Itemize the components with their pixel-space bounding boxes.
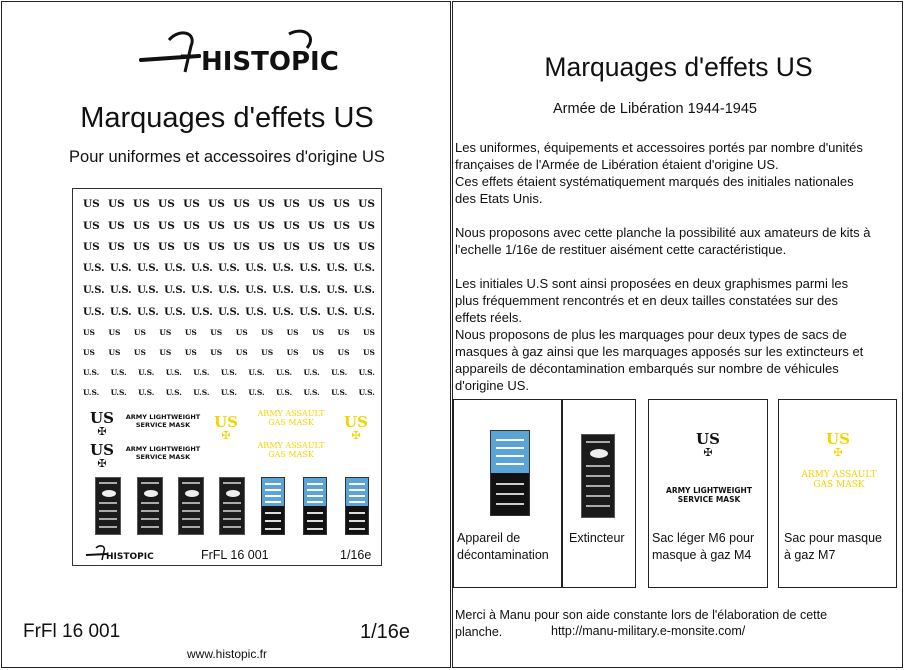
us-mark: U.S. <box>326 285 348 296</box>
us-mark: US <box>337 348 350 357</box>
us-mark: US <box>108 348 121 357</box>
us-mark: U.S. <box>245 263 267 274</box>
us-mark: U.S. <box>110 307 132 318</box>
us-mark: U.S. <box>164 285 186 296</box>
us-mark: US <box>308 220 325 232</box>
us-mark: U.S. <box>275 368 293 377</box>
us-mark: US <box>233 241 250 253</box>
us-mark: US <box>283 220 300 232</box>
us-mark: US <box>133 220 150 232</box>
us-mark: US <box>286 328 299 337</box>
us-mark: US <box>358 220 375 232</box>
card-label: Sac léger M6 pour masque à gaz M4 <box>652 531 755 562</box>
yellow-us-crest: US ✠ <box>214 413 238 442</box>
us-mark: US <box>133 348 146 357</box>
left-panel <box>1 1 451 668</box>
decal-histopic-logo <box>85 544 154 562</box>
us-mark: US <box>308 198 325 210</box>
right-title: Marquages d'effets US <box>544 52 813 82</box>
card-label: Extincteur <box>569 531 625 545</box>
us-marks-row <box>83 389 375 397</box>
us-mark: U.S. <box>138 388 155 397</box>
us-mark: U.S. <box>83 307 105 318</box>
us-mark: US <box>210 328 223 337</box>
decal-scale: 1/16e <box>340 548 372 562</box>
us-mark: US <box>261 348 274 357</box>
us-mark: U.S. <box>191 307 213 318</box>
us-mark: US <box>233 198 250 210</box>
us-mark: US <box>261 328 274 337</box>
us-mark: U.S. <box>303 368 320 377</box>
us-mark: US <box>358 198 375 210</box>
us-mark: U.S. <box>218 307 240 318</box>
right-panel <box>452 1 903 668</box>
us-mark: U.S. <box>191 285 213 296</box>
us-mark: U.S. <box>331 368 348 377</box>
us-mark: U.S. <box>245 285 267 296</box>
us-mark: US <box>258 198 275 210</box>
us-mark: US <box>83 220 100 232</box>
us-mark: US <box>83 198 100 210</box>
us-marks-row <box>83 242 375 253</box>
us-mark: U.S. <box>164 263 186 274</box>
us-mark: U.S. <box>191 263 213 274</box>
us-mark: U.S. <box>137 263 159 274</box>
us-mark: US <box>108 241 125 253</box>
acknowledgement-url[interactable]: http://manu-military.e-monsite.com/ <box>551 624 746 638</box>
yellow-us-crest: US ✠ <box>344 413 368 442</box>
yellow-gas-label: ARMY ASSAULT GAS MASK <box>257 441 325 460</box>
us-mark: US <box>235 328 248 337</box>
us-mark: US <box>235 348 248 357</box>
us-mark: U.S. <box>83 285 105 296</box>
us-marks-row <box>83 329 375 337</box>
us-mark: US <box>133 241 150 253</box>
decontamination-decal <box>345 477 369 535</box>
us-mark: US <box>258 220 275 232</box>
svg-text:HISTOPIC: HISTOPIC <box>201 47 339 77</box>
us-mark: US <box>208 198 225 210</box>
us-mark: U.S. <box>299 307 321 318</box>
us-mark: U.S. <box>303 388 320 397</box>
extinguisher-decal <box>95 477 121 535</box>
us-mark: U.S. <box>326 263 348 274</box>
us-mark: U.S. <box>272 263 294 274</box>
us-marks-row <box>83 221 375 232</box>
histopic-logo <box>139 26 339 80</box>
us-mark: US <box>308 241 325 253</box>
svg-text:HISTOPIC: HISTOPIC <box>106 552 154 562</box>
us-mark: U.S. <box>272 285 294 296</box>
card-m6-bag <box>648 399 768 588</box>
us-mark: U.S. <box>331 388 348 397</box>
us-mark: U.S. <box>299 263 321 274</box>
decal-preview <box>72 188 382 566</box>
us-mark: US <box>337 328 350 337</box>
us-mark: U.S. <box>138 368 155 377</box>
us-mark: U.S. <box>193 368 210 377</box>
decontamination-plate <box>490 430 530 516</box>
us-mark: U.S. <box>220 368 238 377</box>
decontamination-decal <box>261 477 285 535</box>
paragraph-details: Les initiales U.S sont ainsi proposées en deux graphismes parmi les plus fréquemment rencontrés et en deux tailles constatées sur des effets réels. Nous proposons de plus les marquages pour deux types de sacs de masques à gaz ainsi que les marquages apposés sur les extincteurs et appareils de décontamination embarqués sur nombre de véhicules d'origine US. <box>455 276 864 393</box>
us-mark: US <box>83 328 95 337</box>
us-marks-row <box>83 264 375 274</box>
us-marks-row <box>83 286 375 296</box>
extinguisher-plate <box>581 434 615 518</box>
extinguisher-decal <box>178 477 204 535</box>
card-label: Sac pour masque à gaz M7 <box>784 531 882 562</box>
us-mark: U.S. <box>353 307 375 318</box>
us-mark: U.S. <box>110 368 127 377</box>
us-mark: U.S. <box>110 263 132 274</box>
us-mark: US <box>108 198 125 210</box>
acknowledgement: Merci à Manu pour son aide constante lors de l'élaboration de cette planche. <box>455 608 828 639</box>
us-mark: U.S. <box>110 388 127 397</box>
footer-url[interactable]: www.histopic.fr <box>186 647 268 661</box>
us-marks-row <box>83 308 375 318</box>
us-mark: U.S. <box>83 263 105 274</box>
us-mark: US <box>183 220 200 232</box>
yellow-gas-label: ARMY ASSAULT GAS MASK <box>257 409 325 428</box>
us-marks-row <box>83 349 375 357</box>
us-mark: U.S. <box>353 263 375 274</box>
us-mark: US <box>208 241 225 253</box>
us-mark: U.S. <box>218 263 240 274</box>
us-mark: U.S. <box>137 307 159 318</box>
footer-reference: FrFl 16 001 <box>23 621 121 642</box>
us-mark: U.S. <box>218 285 240 296</box>
paragraph-intro: Les uniformes, équipements et accessoires portés par nombre d'unités françaises de l'Armée de Libération étaient d'origine US. Ces effets étaient systématiquement marqués des initiales nationales des Etats Unis. <box>455 140 863 206</box>
us-mark: US <box>312 328 325 337</box>
us-marks-row <box>83 369 375 377</box>
us-mark: US <box>159 328 172 337</box>
us-mark: US <box>184 348 197 357</box>
card-label: Appareil de décontamination <box>457 531 549 562</box>
us-mark: US <box>333 220 350 232</box>
us-mark: US <box>158 220 175 232</box>
us-mark: U.S. <box>299 285 321 296</box>
us-mark: US <box>258 241 275 253</box>
us-mark: U.S. <box>110 285 132 296</box>
extinguisher-decal <box>219 477 245 535</box>
us-mark: US <box>283 198 300 210</box>
us-mark: US <box>183 241 200 253</box>
black-gas-label: ARMY LIGHTWEIGHT SERVICE MASK <box>125 445 201 462</box>
extinguisher-decal <box>137 477 163 535</box>
us-mark: U.S. <box>353 285 375 296</box>
card-m7-bag <box>778 399 897 588</box>
us-mark: US <box>312 348 325 357</box>
paragraph-proposal: Nous proposons avec cette planche la possibilité aux amateurs de kits à l'echelle 1/16e de restituer aisément cette caractéristique. <box>455 225 871 257</box>
decal-reference: FrFL 16 001 <box>201 548 269 562</box>
card-extinguisher <box>562 399 636 588</box>
us-mark: US <box>362 328 375 337</box>
us-mark: U.S. <box>248 368 265 377</box>
us-mark: U.S. <box>275 388 293 397</box>
footer-scale: 1/16e <box>360 621 411 643</box>
black-gas-label: ARMY LIGHTWEIGHT SERVICE MASK <box>125 413 201 430</box>
us-mark: U.S. <box>137 285 159 296</box>
us-mark: U.S. <box>164 307 186 318</box>
us-mark: U.S. <box>220 388 238 397</box>
us-mark: U.S. <box>165 388 182 397</box>
us-mark: US <box>286 348 299 357</box>
us-mark: US <box>133 198 150 210</box>
us-mark: U.S. <box>245 307 267 318</box>
us-marks-row <box>83 199 375 210</box>
us-mark: US <box>183 198 200 210</box>
left-subtitle: Pour uniformes et accessoires d'origine US <box>69 148 385 166</box>
us-mark: US <box>333 241 350 253</box>
us-mark: U.S. <box>193 388 210 397</box>
us-mark: U.S. <box>165 368 182 377</box>
us-mark: U.S. <box>358 388 375 397</box>
yellow-us-crest: US ✠ <box>826 430 850 459</box>
us-mark: US <box>159 348 172 357</box>
us-mark: US <box>83 241 100 253</box>
us-crest-mark: US ✠ <box>90 441 114 470</box>
left-title: Marquages d'effets US <box>80 102 374 134</box>
us-mark: US <box>233 220 250 232</box>
card-decontamination <box>453 399 562 588</box>
us-mark: US <box>108 220 125 232</box>
decontamination-decal <box>303 477 327 535</box>
us-mark: US <box>283 241 300 253</box>
us-mark: US <box>133 328 146 337</box>
us-mark: US <box>333 198 350 210</box>
us-mark: US <box>184 328 197 337</box>
us-mark: US <box>83 348 95 357</box>
us-mark: U.S. <box>358 368 375 377</box>
us-mark: US <box>362 348 375 357</box>
us-mark: U.S. <box>326 307 348 318</box>
us-mark: US <box>358 241 375 253</box>
us-mark: US <box>158 241 175 253</box>
us-mark: U.S. <box>83 368 100 377</box>
us-mark: U.S. <box>272 307 294 318</box>
us-mark: US <box>208 220 225 232</box>
right-subtitle: Armée de Libération 1944-1945 <box>553 101 757 117</box>
us-crest-mark: US ✠ <box>696 430 720 459</box>
black-gas-label: ARMY LIGHTWEIGHT SERVICE MASK <box>666 486 752 505</box>
us-mark: US <box>210 348 223 357</box>
us-mark: U.S. <box>248 388 265 397</box>
us-mark: U.S. <box>83 388 100 397</box>
us-mark: US <box>158 198 175 210</box>
us-crest-mark: US ✠ <box>90 409 114 438</box>
us-mark: US <box>108 328 121 337</box>
yellow-gas-label: ARMY ASSAULT GAS MASK <box>801 470 877 491</box>
